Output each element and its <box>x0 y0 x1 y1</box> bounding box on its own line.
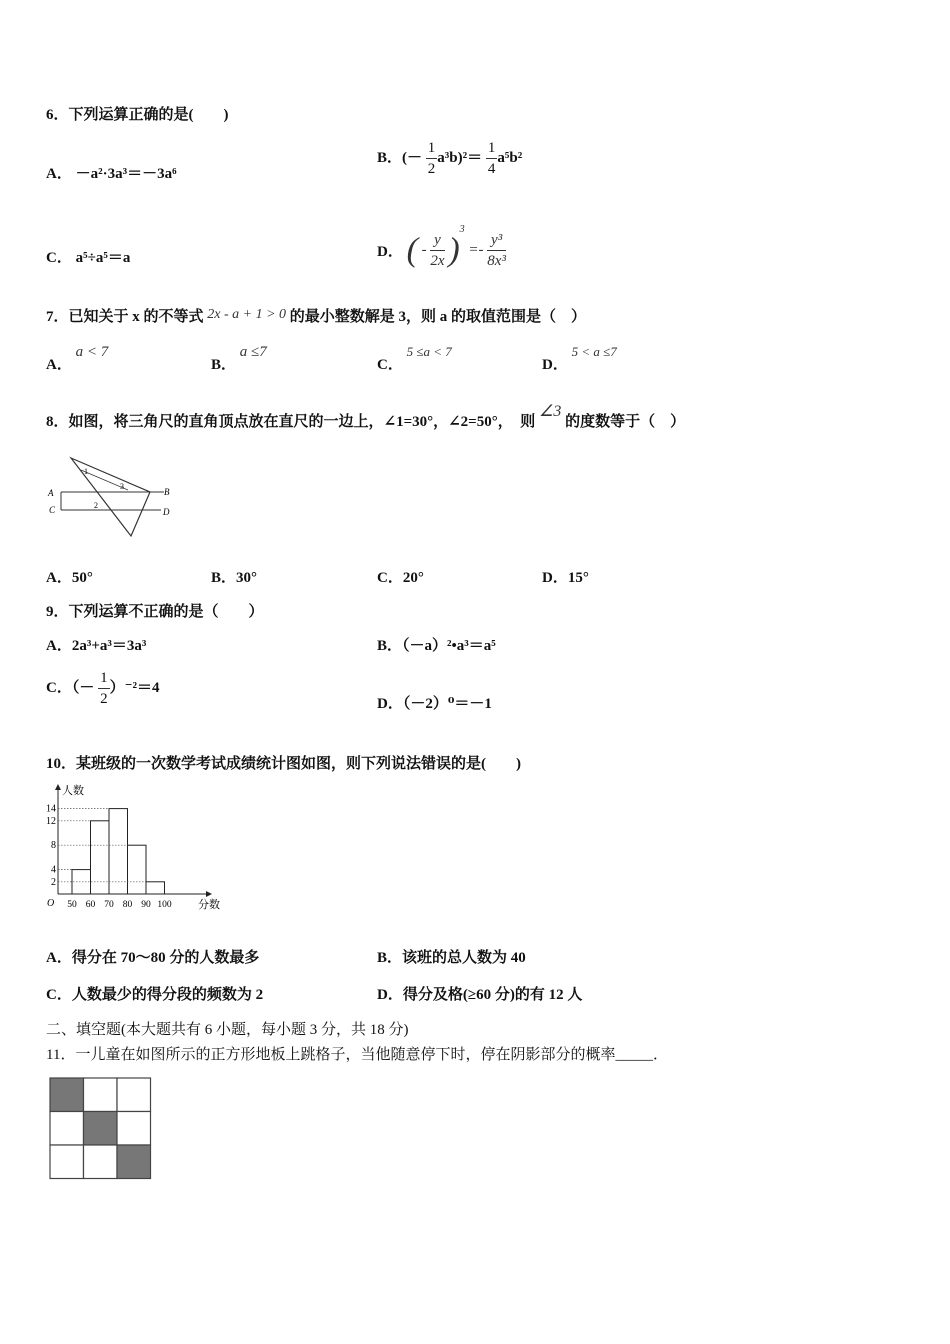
option-label: A． <box>46 638 72 654</box>
q9-option-a <box>46 634 146 655</box>
x-tick-label: 80 <box>122 900 133 910</box>
exponent: 3 <box>459 224 465 235</box>
q10-option-d <box>377 983 582 1004</box>
q9-stem: 9．下列运算不正确的是（ ） <box>46 604 264 620</box>
q7-stem <box>46 305 586 326</box>
option-label: B． <box>211 570 237 586</box>
q7-option-c <box>377 340 452 373</box>
numerator: y <box>430 230 444 251</box>
blank-tile <box>50 1112 84 1146</box>
q8-figure <box>46 452 176 544</box>
q8-stem <box>46 403 686 431</box>
option-label: D． <box>542 570 568 586</box>
q7-option-a <box>46 340 109 373</box>
y-axis-arrow <box>55 784 61 790</box>
option-label: D． <box>377 987 403 1003</box>
shaded-tile <box>50 1078 84 1112</box>
stem-text: 7．已知关于 x 的不等式 <box>46 309 204 325</box>
q8-option-c <box>377 566 424 587</box>
expr-part: (－ <box>402 149 423 166</box>
expr-part: =- <box>468 242 484 259</box>
label-b: B <box>164 487 170 497</box>
q7-option-d <box>542 340 617 373</box>
option-expr: a ≤7 <box>239 344 267 360</box>
q6-option-c <box>46 246 130 267</box>
option-label: A． <box>46 570 72 586</box>
y-axis-title: 人数 <box>62 785 84 797</box>
histogram-bar <box>109 809 128 894</box>
blank-tile <box>117 1078 151 1112</box>
option-expr: （－a）²•a³＝a⁵ <box>402 638 496 654</box>
q10-stem: 10．某班级的一次数学考试成绩统计图如图，则下列说法错误的是( ) <box>46 756 521 772</box>
option-label: B． <box>377 950 403 966</box>
numerator: 1 <box>98 668 110 689</box>
option-label: A． <box>46 950 72 966</box>
fraction <box>430 230 444 271</box>
expr-part: a⁵b² <box>497 149 523 166</box>
option-expr: 2a³+a³＝3a³ <box>71 638 147 654</box>
histogram-bar <box>146 882 165 894</box>
option-expr: 5 ≤a < 7 <box>406 344 452 359</box>
numerator: 1 <box>486 138 498 159</box>
y-tick-label: 8 <box>51 840 56 852</box>
stem-math: ∠3 <box>538 403 562 420</box>
option-label: B． <box>377 638 403 654</box>
option-label: D． <box>377 696 403 712</box>
q7-option-b <box>211 340 267 373</box>
x-axis-arrow <box>206 891 212 897</box>
option-label: D． <box>377 244 403 261</box>
label-a: A <box>48 488 54 498</box>
option-label: A． <box>46 166 72 182</box>
expr-part: - <box>421 242 427 259</box>
option-value: 15° <box>567 570 589 586</box>
x-tick-label: 70 <box>104 900 114 910</box>
option-text: 人数最少的得分段的频数为 2 <box>71 987 264 1003</box>
option-value: 20° <box>402 570 424 586</box>
x-axis-title: 分数 <box>198 899 220 911</box>
q6-option-b <box>377 138 522 179</box>
shaded-tile <box>84 1112 118 1146</box>
section-heading: 二、填空题(本大题共有 6 小题，每小题 3 分，共 18 分) <box>46 1022 409 1038</box>
option-expr: （－2）⁰＝－1 <box>402 696 492 712</box>
y-tick-label: 12 <box>46 815 56 827</box>
option-text: 得分在 70～80 分的人数最多 <box>71 950 260 966</box>
label-1: 1 <box>84 467 88 476</box>
blank-tile <box>50 1145 84 1179</box>
x-tick-label: 60 <box>85 900 96 910</box>
q11-floor-grid <box>48 1076 154 1182</box>
shaded-tile <box>117 1145 151 1179</box>
q8-option-b <box>211 566 257 587</box>
histogram-bar <box>91 821 110 894</box>
stem-text: 的最小整数解是 3，则 a 的取值范围是（ ） <box>289 309 587 325</box>
option-expr: －a²·3a³＝－3a⁶ <box>75 166 177 182</box>
origin-label: O <box>47 898 55 909</box>
option-text: 该班的总人数为 40 <box>402 950 526 966</box>
option-expr: a < 7 <box>75 344 109 360</box>
q9-option-c <box>46 668 160 709</box>
denominator: 2 <box>100 691 108 707</box>
q9-option-b <box>377 634 496 655</box>
expr-part: ）⁻²＝4 <box>109 679 160 696</box>
fraction <box>487 230 506 271</box>
option-label: B． <box>211 357 237 373</box>
x-tick-label: 50 <box>67 900 77 910</box>
stem-text: 8．如图，将三角尺的直角顶点放在直尺的一边上，∠1=30°，∠2=50°， 则 <box>46 414 536 430</box>
x-tick-label: 100 <box>157 900 172 910</box>
label-2: 2 <box>94 501 98 510</box>
fraction <box>426 138 438 179</box>
label-c: C <box>49 505 56 515</box>
option-value: 50° <box>71 570 93 586</box>
x-tick-label: 90 <box>141 900 151 910</box>
q10-option-c <box>46 983 263 1004</box>
q10-histogram <box>44 782 224 916</box>
blank-tile <box>84 1078 118 1112</box>
option-label: C． <box>46 679 72 696</box>
blank-tile <box>84 1145 118 1179</box>
option-text: 得分及格(≥60 分)的有 12 人 <box>402 987 583 1003</box>
option-expr: 5 < a ≤7 <box>571 344 617 359</box>
option-label: B． <box>377 149 403 166</box>
fraction <box>486 138 498 179</box>
option-label: C． <box>46 250 72 266</box>
denominator: 2 <box>427 161 436 177</box>
denominator: 4 <box>487 161 496 177</box>
paren-left: ( <box>406 231 418 269</box>
q9-option-d <box>377 692 492 713</box>
q6-option-d <box>377 224 506 271</box>
expr-part: （－ <box>71 679 95 696</box>
option-label: C． <box>377 570 403 586</box>
label-d: D <box>163 507 170 517</box>
q8-option-a <box>46 566 93 587</box>
numerator: y³ <box>487 230 506 251</box>
q11-stem: 11．一儿童在如图所示的正方形地板上跳格子，当他随意停下时，停在阴影部分的概率_____． <box>46 1047 668 1063</box>
q8-option-d <box>542 566 589 587</box>
y-tick-label: 2 <box>51 876 56 888</box>
expr-part: a³b)²＝ <box>437 149 483 166</box>
q10-option-a <box>46 946 259 967</box>
paren-right: ) <box>448 231 460 269</box>
denominator: 8x³ <box>487 253 506 270</box>
stem-math: 2x - a + 1 > 0 <box>207 307 287 322</box>
y-tick-label: 4 <box>51 864 56 876</box>
blank-tile <box>117 1112 151 1146</box>
fraction <box>98 668 110 709</box>
option-label: A． <box>46 357 72 373</box>
numerator: 1 <box>426 138 438 159</box>
histogram-bar <box>128 845 147 894</box>
q10-option-b <box>377 946 526 967</box>
label-3: 3 <box>120 482 124 491</box>
option-expr: a⁵÷a⁵＝a <box>75 250 131 266</box>
option-label: D． <box>542 357 568 373</box>
q6-stem: 6．下列运算正确的是( ) <box>46 107 229 123</box>
triangle-ruler <box>71 458 150 536</box>
histogram-bar <box>72 870 91 894</box>
option-label: C． <box>377 357 403 373</box>
option-value: 30° <box>236 570 258 586</box>
denominator: 2x <box>430 253 445 270</box>
stem-text: 的度数等于（ ） <box>565 414 686 430</box>
y-tick-label: 14 <box>46 803 56 815</box>
q6-option-a <box>46 162 177 183</box>
option-label: C． <box>46 987 72 1003</box>
